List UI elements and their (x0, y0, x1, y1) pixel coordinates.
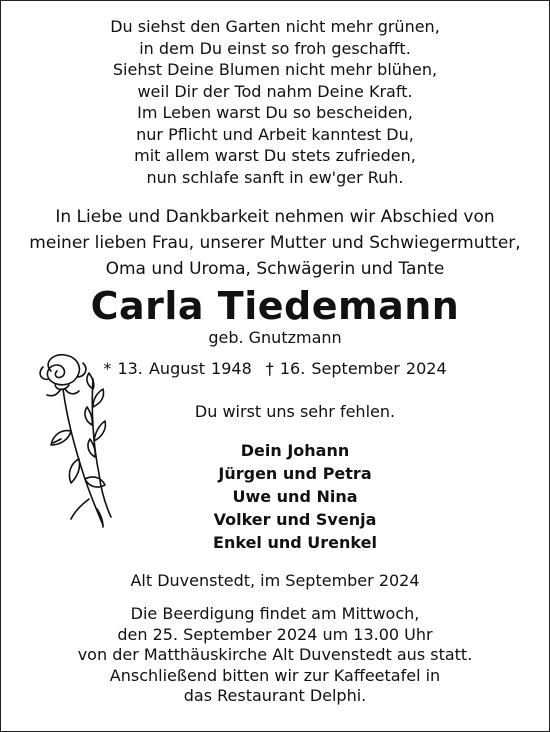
intro-line: Oma und Uroma, Schwägerin und Tante (105, 259, 445, 279)
poem-line: nun schlafe sanft in ew'ger Ruh. (146, 167, 404, 187)
family-member: Enkel und Urenkel (213, 533, 377, 552)
funeral-details (1, 604, 549, 707)
funeral-line: Die Beerdigung findet am Mittwoch, (130, 604, 420, 623)
poem-line: Du siehst den Garten nicht mehr grünen, (110, 17, 440, 36)
place-date: Alt Duvenstedt, im September 2024 (130, 571, 420, 590)
death-date: † 16. September 2024 (265, 359, 447, 378)
farewell-intro (1, 204, 549, 282)
deceased-name: Carla Tiedemann (90, 284, 460, 328)
maiden-name: geb. Gnutzmann (208, 328, 342, 347)
poem-line: Im Leben warst Du so bescheiden, (137, 103, 413, 122)
funeral-line: von der Matthäuskirche Alt Duvenstedt aus statt. (77, 645, 473, 664)
family-member: Jürgen und Petra (218, 464, 372, 483)
poem-line: mit allem warst Du stets zufrieden, (134, 146, 416, 165)
poem-line: Siehst Deine Blumen nicht mehr blühen, (112, 60, 438, 79)
poem-line: nur Pflicht und Arbeit kanntest Du, (136, 124, 414, 144)
intro-line: In Liebe und Dankbarkeit nehmen wir Abschied von (55, 207, 495, 227)
family-signatures (41, 439, 549, 554)
family-member: Volker und Svenja (213, 510, 377, 529)
poem (1, 16, 549, 188)
intro-line: meiner lieben Frau, unserer Mutter und Schwiegermutter, (29, 233, 521, 253)
poem-line: weil Dir der Tod nahm Deine Kraft. (137, 81, 413, 101)
family-member: Uwe und Nina (232, 487, 358, 506)
birth-date: * 13. August 1948 (103, 359, 252, 378)
funeral-line: Anschließend bitten wir zur Kaffeetafel in (109, 665, 441, 685)
funeral-line: den 25. September 2024 um 13.00 Uhr (117, 624, 433, 644)
farewell-line: Du wirst uns sehr fehlen. (194, 402, 396, 421)
family-member: Dein Johann (240, 441, 350, 460)
funeral-line: das Restaurant Delphi. (183, 686, 367, 705)
poem-line: in dem Du einst so froh geschafft. (139, 38, 411, 58)
